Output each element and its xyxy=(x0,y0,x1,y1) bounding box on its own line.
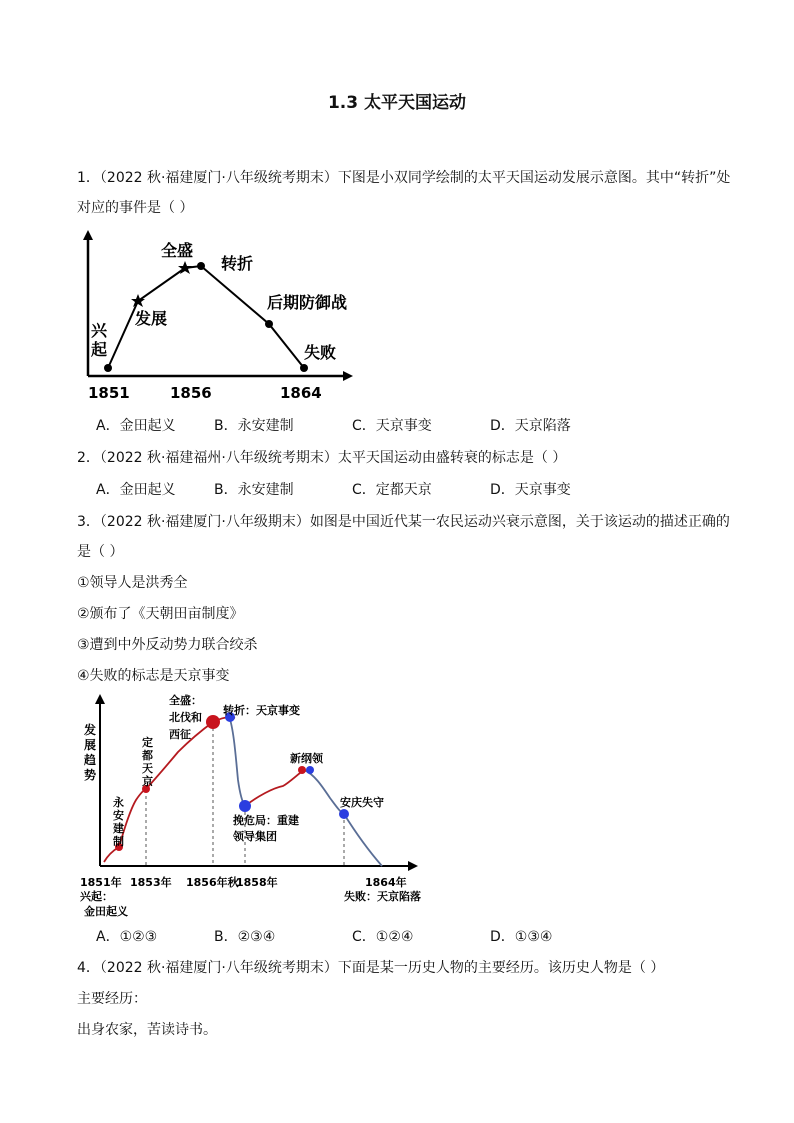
q3-label-dingdu-3: 天 xyxy=(142,762,153,775)
q3-tick-1851: 1851年 xyxy=(80,876,122,889)
q1-stem-line2: 对应的事件是（ ） xyxy=(77,200,194,216)
q3-tick-1858: 1858年 xyxy=(236,876,278,889)
q3-ylabel-1: 发 xyxy=(84,723,97,737)
q3-tick-1856: 1856年秋 xyxy=(186,876,239,889)
q2-option-c[interactable]: C．定都天京 xyxy=(352,482,432,498)
q3-label-wanwei-1: 挽危局：重建 xyxy=(233,814,299,827)
q3-tick-1864: 1864年 xyxy=(365,876,407,889)
q3-stem-line1: 3．（2022 秋·福建厦门·八年级期末）如图是中国近代某一农民运动兴衰示意图，关于该运动的描述正确的 xyxy=(77,514,730,530)
q1-label-shibai: 失败 xyxy=(304,343,337,362)
q1-label-zhuanzhe: 转折 xyxy=(221,254,254,273)
q3-label-dingdu-2: 都 xyxy=(142,749,153,762)
q3-label-yongan-4: 制 xyxy=(113,835,124,848)
q1-point-zhuanzhe xyxy=(197,262,205,270)
q3-point-xingangling-blue xyxy=(306,766,314,774)
q3-label-dingdu-4: 京 xyxy=(142,775,153,788)
q3-option-c[interactable]: C．①②④ xyxy=(352,929,414,945)
q3-label-quansheng-2: 北伐和 xyxy=(169,711,202,724)
q1-label-fazhan: 发展 xyxy=(135,309,168,328)
q1-star-fazhan xyxy=(131,294,145,307)
q3-point-wanwei xyxy=(239,800,251,812)
q3-ylabel-3: 趋 xyxy=(84,753,97,767)
q3-label-yongan-2: 安 xyxy=(113,809,124,822)
q1-option-d[interactable]: D．天京陷落 xyxy=(490,418,571,434)
q3-label-dingdu-1: 定 xyxy=(142,736,153,749)
q3-ylabel-2: 展 xyxy=(84,738,97,752)
q3-label-xingqi-1: 兴起： xyxy=(80,890,113,903)
q3-item-2: ②颁布了《天朝田亩制度》 xyxy=(77,606,244,622)
q3-ylabel-4: 势 xyxy=(84,768,97,782)
q3-label-quansheng-1: 全盛： xyxy=(169,694,202,707)
q1-figure xyxy=(75,228,365,408)
q3-label-yongan-3: 建 xyxy=(113,822,124,835)
q1-stem-line1: 1．（2022 秋·福建厦门·八年级统考期末）下图是小双同学绘制的太平天国运动发展示意图。其中“转折”处 xyxy=(77,170,731,186)
q1-point-houqi xyxy=(265,320,273,328)
q3-tick-1853: 1853年 xyxy=(130,876,172,889)
q3-recover-line xyxy=(245,770,304,806)
q3-item-1: ①领导人是洪秀全 xyxy=(77,575,188,591)
q1-option-b[interactable]: B．永安建制 xyxy=(214,418,294,434)
q3-label-quansheng-3: 西征 xyxy=(169,728,191,741)
q3-figure xyxy=(78,690,428,920)
q3-point-anqing xyxy=(339,809,349,819)
q1-tick-1856: 1856 xyxy=(170,384,212,402)
q3-label-yongan-1: 永 xyxy=(113,796,124,809)
q1-tick-1851: 1851 xyxy=(88,384,130,402)
q2-stem: 2．（2022 秋·福建福州·八年级统考期末）太平天国运动由盛转衰的标志是（ ） xyxy=(77,450,567,466)
q3-stem-line2: 是（ ） xyxy=(77,544,124,560)
q3-label-anqing: 安庆失守 xyxy=(340,796,384,809)
q1-point-1851 xyxy=(104,364,112,372)
q3-item-3: ③遭到中外反动势力联合绞杀 xyxy=(77,637,258,653)
q3-label-xingangling: 新纲领 xyxy=(290,752,323,765)
q3-label-zhuanzhe: 转折：天京事变 xyxy=(223,704,300,717)
q1-label-qi: 起 xyxy=(91,340,108,359)
q1-option-a[interactable]: A．金田起义 xyxy=(96,418,176,434)
q2-option-b[interactable]: B．永安建制 xyxy=(214,482,294,498)
q4-stem: 4．（2022 秋·福建厦门·八年级统考期末）下面是某一历史人物的主要经历。该历史人物是（ ） xyxy=(77,960,665,976)
q3-fall-line-1 xyxy=(229,716,245,806)
q4-sub2: 出身农家，苦读诗书。 xyxy=(77,1022,217,1038)
q1-tick-1864: 1864 xyxy=(280,384,322,402)
q2-option-d[interactable]: D．天京事变 xyxy=(490,482,571,498)
q3-option-b[interactable]: B．②③④ xyxy=(214,929,276,945)
q3-label-xingqi-2: 金田起义 xyxy=(84,905,128,918)
q1-option-c[interactable]: C．天京事变 xyxy=(352,418,432,434)
q3-guides xyxy=(146,722,344,866)
q1-label-houqi: 后期防御战 xyxy=(267,293,348,312)
q3-option-a[interactable]: A．①②③ xyxy=(96,929,158,945)
q3-label-wanwei-2: 领导集团 xyxy=(233,830,277,843)
q3-point-quansheng xyxy=(206,715,220,729)
q1-label-xing: 兴 xyxy=(91,321,108,340)
q1-label-quansheng: 全盛 xyxy=(161,241,194,260)
q1-point-1864 xyxy=(300,364,308,372)
q4-sub1: 主要经历： xyxy=(77,991,147,1007)
q3-item-4: ④失败的标志是天京事变 xyxy=(77,668,230,684)
page-title: 1.3 太平天国运动 xyxy=(327,93,467,113)
q3-label-shibai: 失败：天京陷落 xyxy=(344,890,421,903)
q2-option-a[interactable]: A．金田起义 xyxy=(96,482,176,498)
q3-point-xingangling-red xyxy=(298,766,306,774)
q3-option-d[interactable]: D．①③④ xyxy=(490,929,553,945)
